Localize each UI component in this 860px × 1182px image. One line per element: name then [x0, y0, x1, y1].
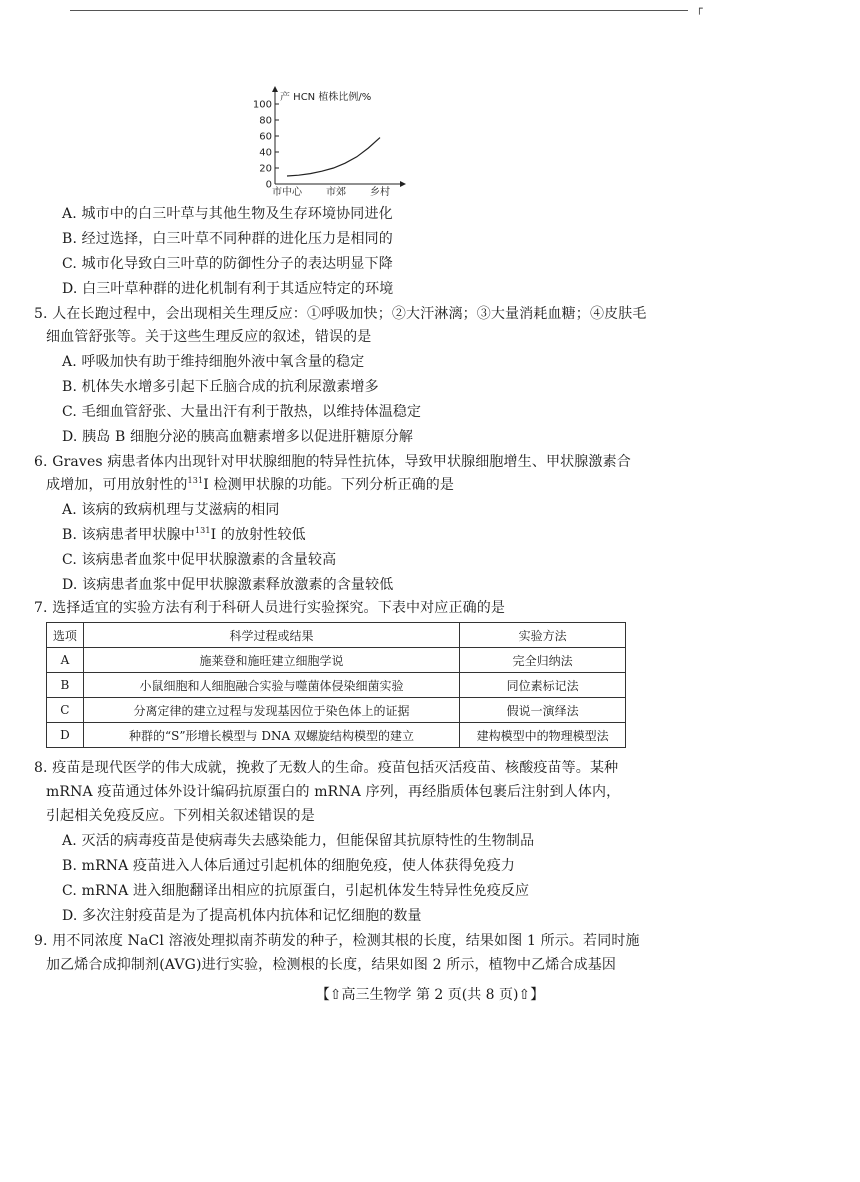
- q5-option-a: A. 呼吸加快有助于维持细胞外液中氧含量的稳定: [62, 354, 365, 370]
- series-line: [287, 138, 380, 176]
- table-cell: 建构模型中的物理模型法: [460, 723, 626, 748]
- hcn-chart: [240, 82, 420, 201]
- y-tick-label: 100: [252, 99, 272, 111]
- q9-stem-line2: 加乙烯合成抑制剂(AVG)进行实验，检测根的长度，结果如图 2 所示，植物中乙烯合成基因: [46, 957, 617, 973]
- table-row: [47, 723, 626, 748]
- q6-option-d: D. 该病患者血浆中促甲状腺激素释放激素的含量较低: [62, 577, 394, 593]
- x-tick-label: 市郊: [326, 187, 346, 197]
- q9-stem-line1: 9. 用不同浓度 NaCl 溶液处理拟南芥萌发的种子，检测其根的长度，结果如图 1 所示。若同时施: [34, 933, 640, 949]
- x-tick-label: 市中心: [272, 187, 302, 197]
- q8-stem-line2: mRNA 疫苗通过体外设计编码抗原蛋白的 mRNA 序列，再经脂质体包裹后注射到人体内，: [46, 784, 621, 800]
- table-header-cell: 选项: [47, 623, 84, 648]
- q6-stem-line2: 成增加，可用放射性的$^{131}$I 检测甲状腺的功能。下列分析正确的是: [46, 476, 455, 493]
- corner-mark: ┌: [696, 2, 703, 15]
- table-row: [47, 648, 626, 673]
- table-cell: D: [47, 723, 84, 748]
- q6-isotope-sup-b: 131: [194, 526, 211, 535]
- page-footer: 【⇧高三生物学 第 2 页(共 8 页)⇧】: [315, 987, 545, 1003]
- q4-option-c: C. 城市化导致白三叶草的防御性分子的表达明显下降: [62, 256, 393, 272]
- table-cell: 施莱登和施旺建立细胞学说: [83, 648, 459, 673]
- q7-method-table: [46, 622, 626, 748]
- q4-option-b: B. 经过选择，白三叶草不同种群的进化压力是相同的: [62, 231, 393, 247]
- table-cell: 种群的“S”形增长模型与 DNA 双螺旋结构模型的建立: [83, 723, 459, 748]
- hcn-chart-svg: [240, 82, 420, 197]
- q5-option-b: B. 机体失水增多引起下丘脑合成的抗利尿激素增多: [62, 379, 379, 395]
- y-axis-label: 产 HCN 植株比例/%: [280, 92, 372, 103]
- q8-option-d: D. 多次注射疫苗是为了提高机体内抗体和记忆细胞的数量: [62, 908, 422, 924]
- table-row: [47, 698, 626, 723]
- y-axis-arrow: [272, 86, 278, 92]
- table-cell: 分离定律的建立过程与发现基因位于染色体上的证据: [83, 698, 459, 723]
- q6-stem-line1: 6. Graves 病患者体内出现针对甲状腺细胞的特异性抗体，导致甲状腺细胞增生、甲状腺激素合: [34, 454, 631, 470]
- q8-stem-line1: 8. 疫苗是现代医学的伟大成就，挽救了无数人的生命。疫苗包括灭活疫苗、核酸疫苗等。某种: [34, 760, 619, 776]
- q6-option-b: B. 该病患者甲状腺中$^{131}$I 的放射性较低: [62, 526, 306, 543]
- table-cell: A: [47, 648, 84, 673]
- q6-option-a: A. 该病的致病机理与艾滋病的相同: [62, 502, 280, 518]
- x-tick-label: 乡村: [370, 187, 390, 197]
- q6-option-c: C. 该病患者血浆中促甲状腺激素的含量较高: [62, 552, 337, 568]
- table-header-cell: 实验方法: [460, 623, 626, 648]
- q6-isotope-sup: 131: [187, 476, 204, 485]
- table-header-row: [47, 623, 626, 648]
- table-row: [47, 673, 626, 698]
- y-tick-label: 20: [259, 163, 272, 175]
- q8-option-c: C. mRNA 进入细胞翻译出相应的抗原蛋白，引起机体发生特异性免疫反应: [62, 883, 530, 899]
- table-cell: B: [47, 673, 84, 698]
- q4-option-a: A. 城市中的白三叶草与其他生物及生存环境协同进化: [62, 206, 393, 222]
- q5-stem-line1: 5. 人在长跑过程中，会出现相关生理反应：①呼吸加快；②大汗淋漓；③大量消耗血糖；④皮肤毛: [34, 306, 647, 322]
- top-rule: [70, 10, 688, 11]
- q8-option-b: B. mRNA 疫苗进入人体后通过引起机体的细胞免疫，使人体获得免疫力: [62, 858, 516, 874]
- q5-option-d: D. 胰岛 B 细胞分泌的胰高血糖素增多以促进肝糖原分解: [62, 429, 414, 445]
- x-axis-arrow: [400, 181, 406, 187]
- y-tick-label: 0: [265, 179, 272, 191]
- q8-option-a: A. 灭活的病毒疫苗是使病毒失去感染能力，但能保留其抗原特性的生物制品: [62, 833, 535, 849]
- table-cell: 同位素标记法: [460, 673, 626, 698]
- table-cell: C: [47, 698, 84, 723]
- q7-stem: 7. 选择适宜的实验方法有利于科研人员进行实验探究。下表中对应正确的是: [34, 600, 506, 616]
- y-tick-label: 80: [259, 115, 272, 127]
- table-cell: 完全归纳法: [460, 648, 626, 673]
- q5-option-c: C. 毛细血管舒张、大量出汗有利于散热，以维持体温稳定: [62, 404, 422, 420]
- q8-stem-line3: 引起相关免疫反应。下列相关叙述错误的是: [46, 808, 315, 824]
- y-tick-label: 40: [259, 147, 272, 159]
- table-cell: 假说一演绎法: [460, 698, 626, 723]
- y-tick-label: 60: [259, 131, 272, 143]
- q5-stem-line2: 细血管舒张等。关于这些生理反应的叙述，错误的是: [46, 329, 372, 345]
- q4-option-d: D. 白三叶草种群的进化机制有利于其适应特定的环境: [62, 281, 394, 297]
- table-header-cell: 科学过程或结果: [83, 623, 459, 648]
- table-cell: 小鼠细胞和人细胞融合实验与噬菌体侵染细菌实验: [83, 673, 459, 698]
